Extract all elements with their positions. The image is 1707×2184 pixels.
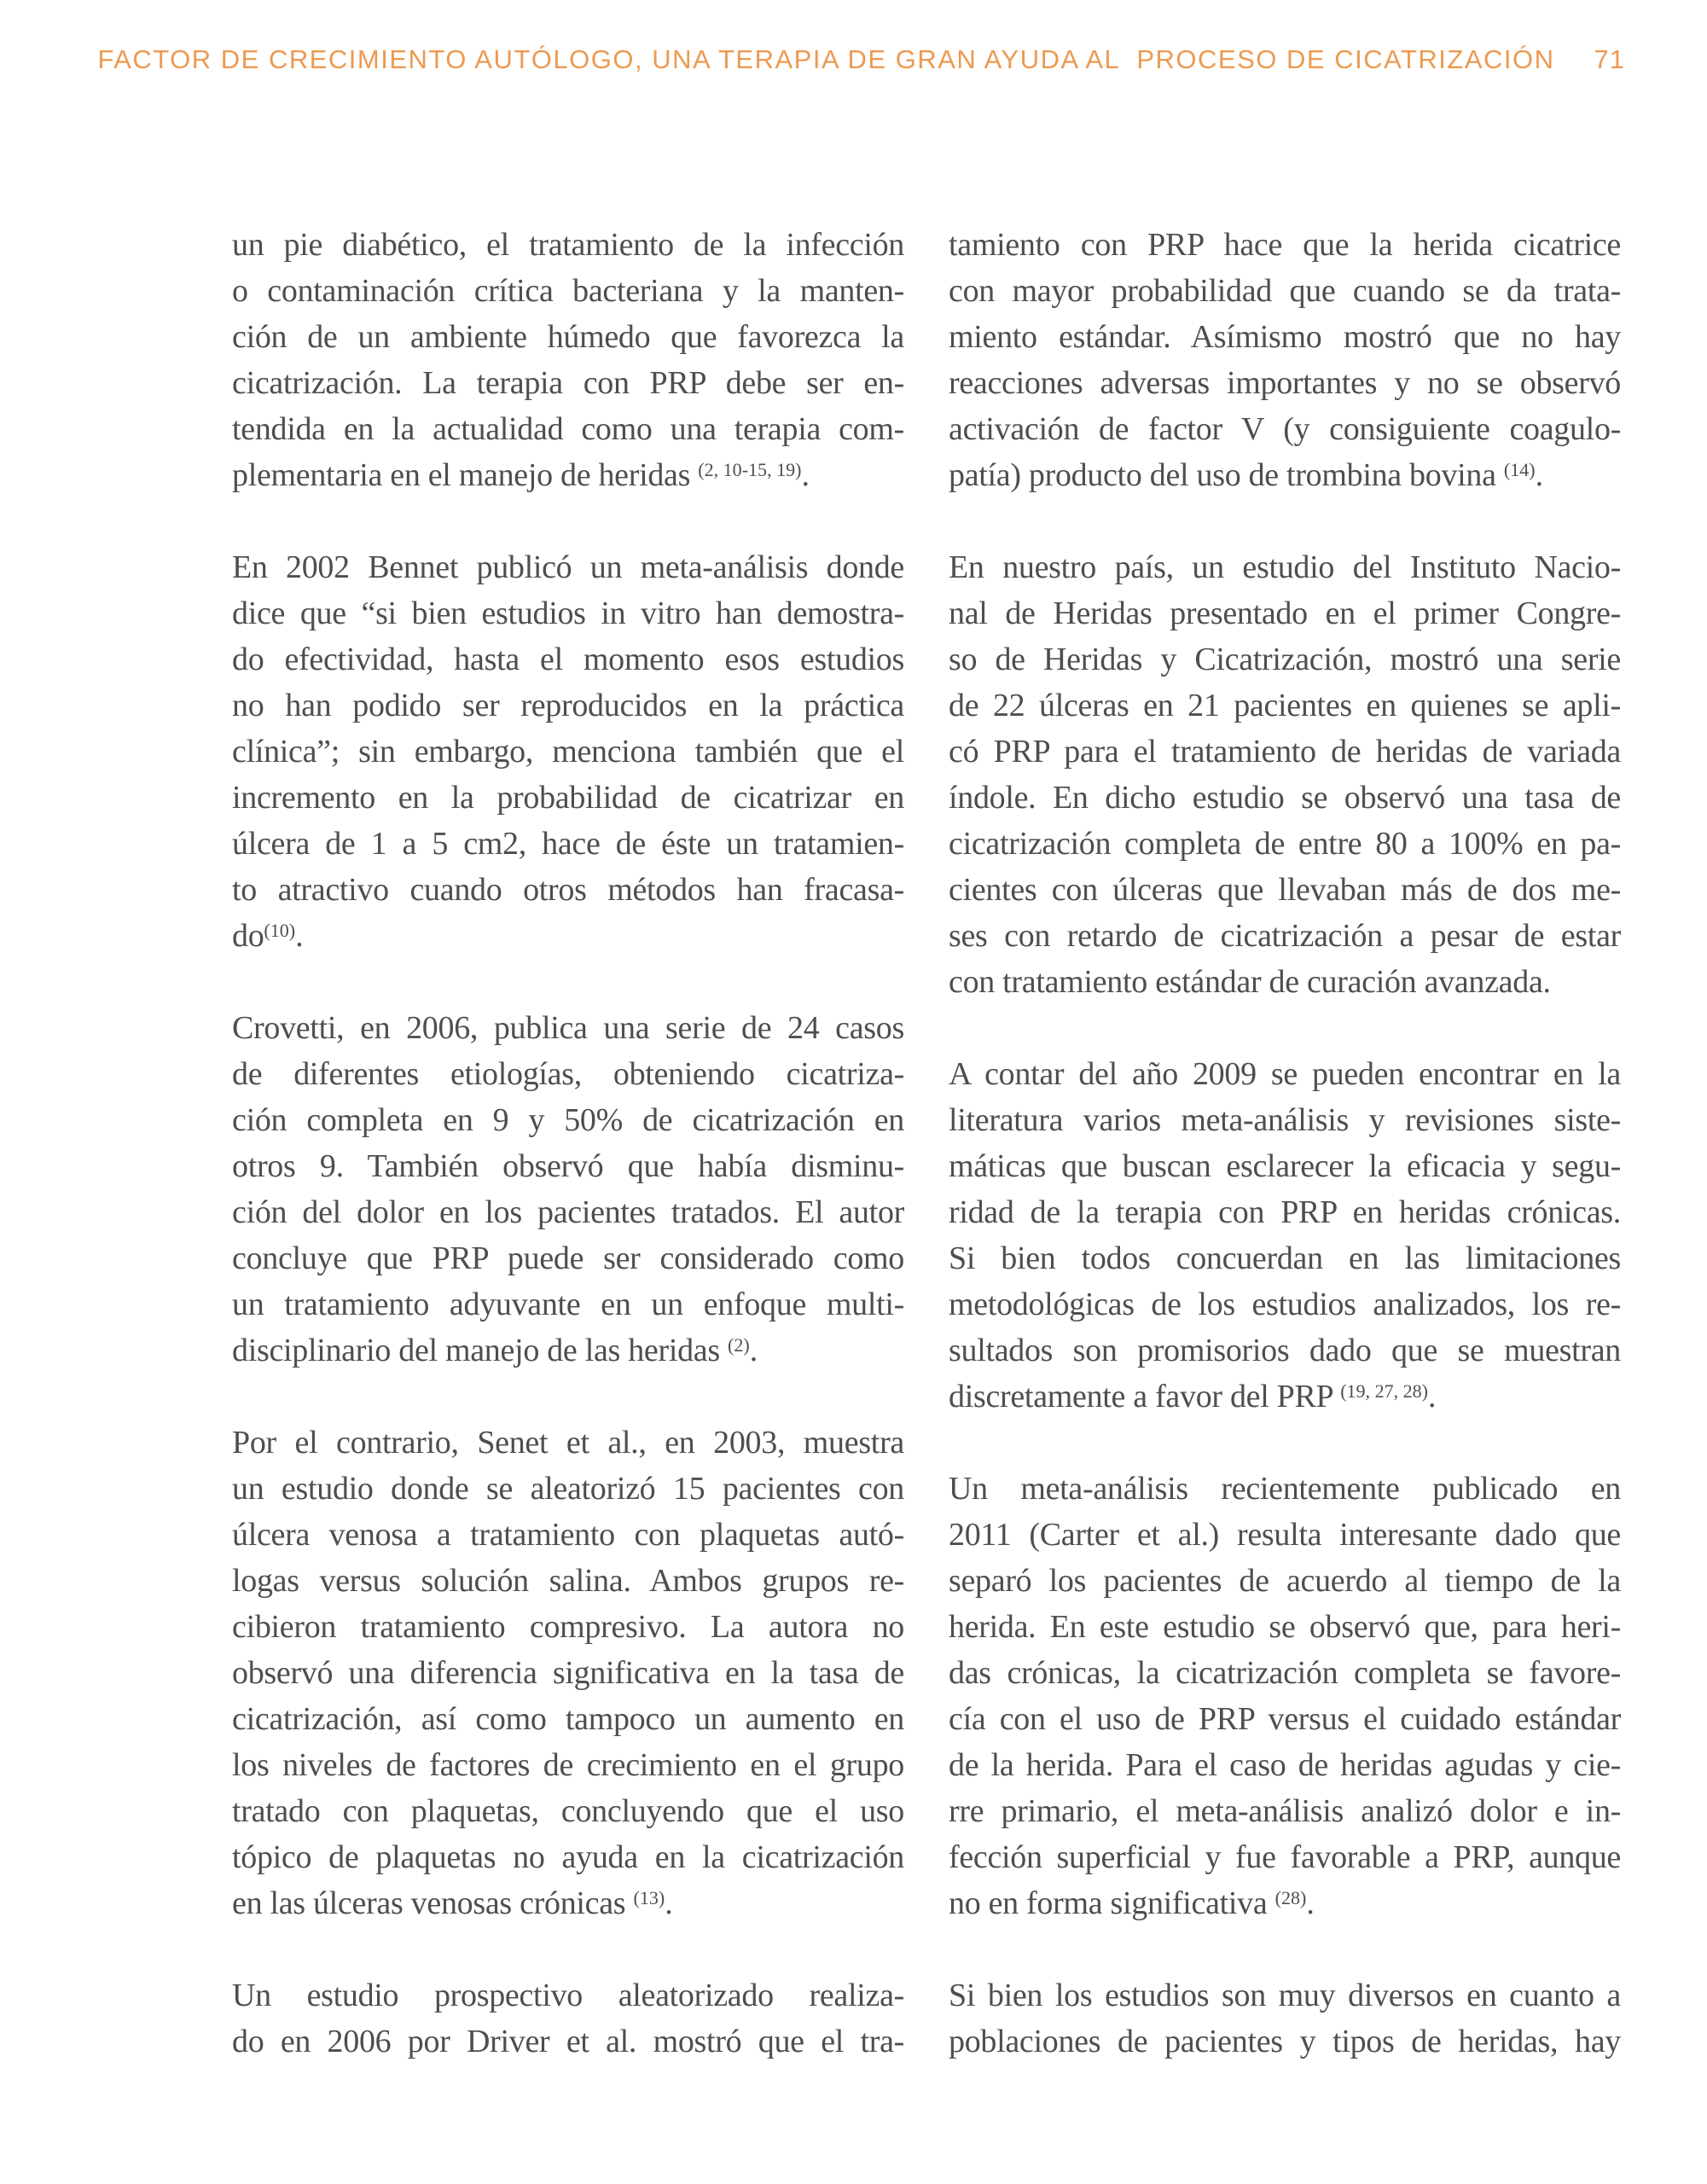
text-line: un tratamiento adyuvante en un enfoque multi- [232,1287,904,1322]
text-line: plementaria en el manejo de heridas $^{(2, 10-15, 19)}$. [232,457,810,493]
text-line: so de Heridas y Cicatrización, mostró una serie [949,642,1621,677]
text-line: un pie diabético, el tratamiento de la infección [232,227,904,263]
text-line: de la herida. Para el caso de heridas agudas y cie- [949,1747,1621,1783]
text-line: En nuestro país, un estudio del Instituto Nacio- [949,549,1621,585]
text-line: tratado con plaquetas, concluyendo que el uso [232,1793,904,1829]
paragraph [232,1420,904,1926]
text-line: poblaciones de pacientes y tipos de heridas, hay [949,2024,1621,2059]
text-line: cicatrización, así como tampoco un aumento en [232,1701,904,1737]
text-line: separó los pacientes de acuerdo al tiempo de la [949,1563,1621,1599]
paragraph [232,1972,904,2065]
text-line: de 22 úlceras en 21 pacientes en quienes se apli- [949,688,1621,723]
text-line: Si bien todos concuerdan en las limitaciones [949,1240,1621,1276]
text-line: metodológicas de los estudios analizados, los re- [949,1287,1621,1322]
citation-reference: (2) [728,1333,750,1356]
text-line: $do^{(10)}$. [232,918,304,954]
text-line: fección superficial y fue favorable a PRP, aunque [949,1839,1621,1875]
text-line: do efectividad, hasta el momento esos estudios [232,642,904,677]
citation-reference: (14) [1503,458,1536,480]
text-line: rre primario, el meta-análisis analizó dolor e in- [949,1793,1621,1829]
text-line: disciplinario del manejo de las heridas $^{(2)}$. [232,1333,758,1368]
text-line: ridad de la terapia con PRP en heridas crónicas. [949,1194,1621,1230]
text-line: tendida en la actualidad como una terapia com- [232,411,904,447]
text-line: úlcera de 1 a 5 cm2, hace de éste un tratamien- [232,826,904,862]
text-line: herida. En este estudio se observó que, para heri- [949,1609,1621,1645]
text-line: o contaminación crítica bacteriana y la manten- [232,273,904,309]
text-line: Si bien los estudios son muy diversos en cuanto a [949,1978,1621,2013]
paragraph [949,1466,1621,1926]
text-line: cibieron tratamiento compresivo. La autora no [232,1609,904,1645]
text-line: có PRP para el tratamiento de heridas de variada [949,734,1621,770]
text-line: Crovetti, en 2006, publica una serie de 24 casos [232,1010,904,1046]
paragraph [949,1972,1621,2065]
text-line: En 2002 Bennet publicó un meta-análisis donde [232,549,904,585]
text-line: A contar del año 2009 se pueden encontrar en la [949,1056,1621,1092]
text-line: otros 9. También observó que había disminu- [232,1148,904,1184]
text-line: Un meta-análisis recientemente publicado en [949,1471,1621,1507]
text-line: índole. En dicho estudio se observó una tasa de [949,780,1621,816]
paragraph [949,544,1621,1005]
text-line: activación de factor V (y consiguiente coagulo- [949,411,1621,447]
text-line: observó una diferencia significativa en la tasa de [232,1655,904,1691]
text-line: ción del dolor en los pacientes tratados. El autor [232,1194,904,1230]
citation-reference: (10) [264,919,296,941]
text-line: tópico de plaquetas no ayuda en la cicatrización [232,1839,904,1875]
citation-reference: (2, 10-15, 19) [698,458,802,480]
text-line: ción completa en 9 y 50% de cicatrización en [232,1102,904,1138]
text-line: discretamente a favor del PRP $^{(19, 27, 28)}$. [949,1379,1437,1414]
text-line: to atractivo cuando otros métodos han fracasa- [232,872,904,908]
text-line: cicatrización completa de entre 80 a 100% en pa- [949,826,1621,862]
paragraph [232,222,904,498]
text-line: ción de un ambiente húmedo que favorezca la [232,319,904,355]
paragraph [949,222,1621,498]
text-line: Un estudio prospectivo aleatorizado realiza- [232,1978,904,2013]
text-line: no han podido ser reproducidos en la práctica [232,688,904,723]
left-column [232,222,904,2065]
text-line: 2011 (Carter et al.) resulta interesante dado que [949,1517,1621,1553]
text-line: literatura varios meta-análisis y revisiones siste- [949,1102,1621,1138]
text-line: ses con retardo de cicatrización a pesar de estar [949,918,1621,954]
text-line: concluye que PRP puede ser considerado como [232,1240,904,1276]
text-line: de diferentes etiologías, obteniendo cicatriza- [232,1056,904,1092]
text-line: incremento en la probabilidad de cicatrizar en [232,780,904,816]
right-column [949,222,1621,2065]
text-line: patía) producto del uso de trombina bovina $^{(14)}$. [949,457,1543,493]
text-line: no en forma significativa $^{(28)}$. [949,1885,1315,1921]
text-line: nal de Heridas presentado en el primer Congre- [949,595,1621,631]
text-line: un estudio donde se aleatorizó 15 pacientes con [232,1471,904,1507]
paragraph [232,1005,904,1374]
text-line: Por el contrario, Senet et al., en 2003, muestra [232,1425,904,1461]
two-column-text [232,222,1621,2065]
text-line: reacciones adversas importantes y no se observó [949,365,1621,401]
text-line: clínica”; sin embargo, menciona también que el [232,734,904,770]
text-line: los niveles de factores de crecimiento en el grupo [232,1747,904,1783]
page-number: 71 [1594,44,1625,74]
text-line: cientes con úlceras que llevaban más de dos me- [949,872,1621,908]
text-line: logas versus solución salina. Ambos grupos re- [232,1563,904,1599]
text-line: con mayor probabilidad que cuando se da trata- [949,273,1621,309]
text-line: dice que “si bien estudios in vitro han demostra- [232,595,904,631]
citation-reference: (28) [1274,1886,1307,1908]
text-line: úlcera venosa a tratamiento con plaquetas autó- [232,1517,904,1553]
text-line: das crónicas, la cicatrización completa se favore- [949,1655,1621,1691]
header-title: FACTOR DE CRECIMIENTO AUTÓLOGO, UNA TERAPIA DE GRAN AYUDA AL PROCESO DE CICATRIZACIÓN [97,44,1555,74]
text-line: cicatrización. La terapia con PRP debe ser en- [232,365,904,401]
text-line: máticas que buscan esclarecer la eficacia y segu- [949,1148,1621,1184]
text-line: miento estándar. Asímismo mostró que no hay [949,319,1621,355]
text-line: cía con el uso de PRP versus el cuidado estándar [949,1701,1621,1737]
running-head [0,44,1625,75]
citation-reference: (19, 27, 28) [1340,1380,1428,1402]
text-line: sultados son promisorios dado que se muestran [949,1333,1621,1368]
paragraph [949,1051,1621,1420]
citation-reference: (13) [633,1886,665,1908]
paragraph [232,544,904,959]
text-line: con tratamiento estándar de curación avanzada. [949,964,1551,1000]
text-line: en las úlceras venosas crónicas $^{(13)}$. [232,1885,673,1921]
text-line: tamiento con PRP hace que la herida cicatrice [949,227,1621,263]
text-line: do en 2006 por Driver et al. mostró que el tra- [232,2024,904,2059]
